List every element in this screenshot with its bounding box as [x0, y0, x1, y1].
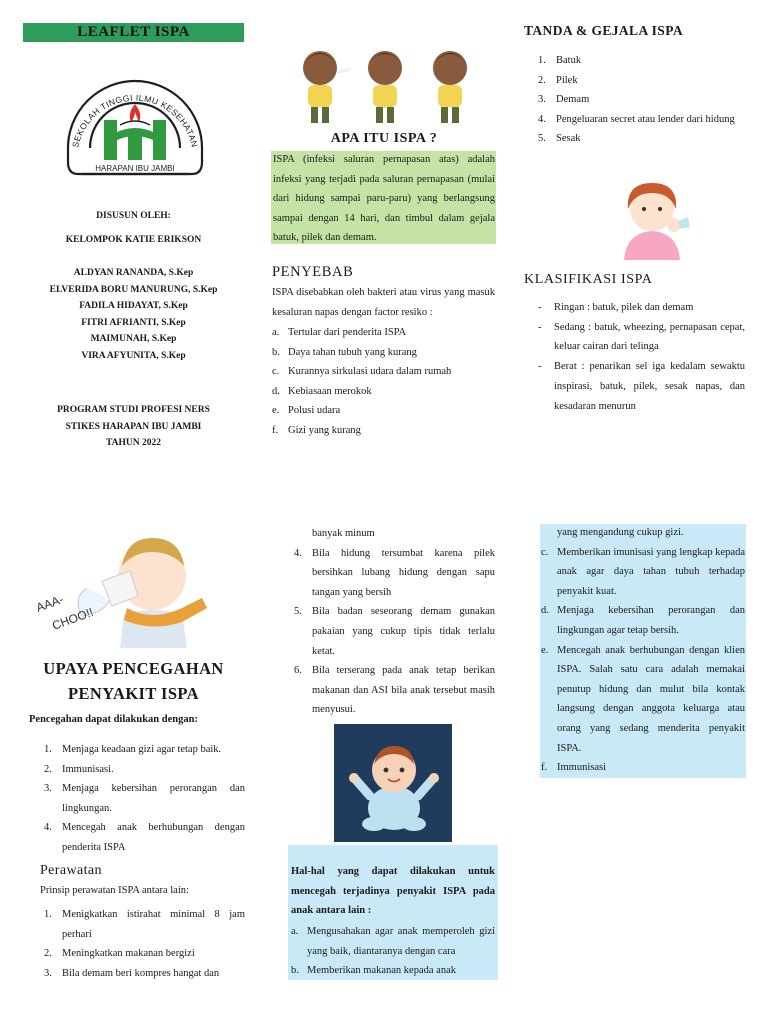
- baby-illustration: [334, 724, 452, 842]
- pencegahan-intro: Pencegahan dapat dilakukan dengan:: [29, 714, 198, 725]
- list-item: f. Immunisasi: [541, 762, 606, 774]
- list-item: 5. Sesak: [538, 133, 581, 145]
- list-item: c. Kurannya sirkulasi udara dalam rumah: [272, 366, 452, 378]
- institution-block: [23, 402, 244, 452]
- list-item: 1. Menigkatkan istirahat minimal 8 jam perhari: [44, 909, 245, 940]
- list-item: 2. Pilek: [538, 74, 578, 86]
- halhal-list: [291, 922, 495, 981]
- member-name: ELVERIDA BORU MANURUNG, S.Kep: [49, 284, 218, 295]
- list-item: a. Tertular dari penderita ISPA: [272, 327, 407, 338]
- member-name: MAIMUNAH, S.Kep: [90, 334, 177, 344]
- list-item: d. Kebiasaan merokok: [272, 385, 372, 397]
- list-item: 3. Demam: [538, 94, 590, 106]
- list-item: 6. Bila terserang pada anak tetap berikan makanan dan ASI bila anak tersebut masih menyusui.: [294, 665, 495, 716]
- perawatan-continued-list: [294, 524, 495, 720]
- perawatan-title: Perawatan: [40, 863, 102, 878]
- perawatan-list: [44, 905, 245, 983]
- member-name: VIRA AFYUNITA, S.Kep: [81, 350, 186, 361]
- program-name: PROGRAM STUDI PROFESI NERS: [57, 405, 210, 415]
- sneeze-text-choo: CHOO!!: [50, 605, 96, 633]
- member-list: [23, 265, 244, 364]
- apa-itu-ispa-text: ISPA (infeksi saluran pernapasan atas) adalah infeksi yang terjadi pada saluran pernapasan (mulai dari hidung sampai paru-paru) yang berlangsung sampai dengan 14 hari, dan timbul dalam gejala batuk, pilek dan demam.: [273, 154, 495, 243]
- list-item: a. Mengusahakan agar anak memperoleh gizi yang baik, diantaranya dengan cara: [291, 926, 495, 957]
- coughing-girl-illustration: [604, 175, 699, 260]
- tanda-gejala-title: TANDA & GEJALA ISPA: [524, 23, 683, 38]
- member-name: FITRI AFRIANTI, S.Kep: [81, 317, 186, 328]
- list-item: e. Polusi udara: [272, 405, 341, 417]
- halhal-continued-list: [541, 523, 745, 778]
- list-item: - Berat : penarikan sel iga kedalam sewaktu inspirasi, batuk, pilek, sesak napas, dan kesadaran menurun: [538, 361, 745, 412]
- list-item: d. Menjaga kebersihan perorangan dan lingkungan agar tetap bersih.: [541, 605, 745, 636]
- klasifikasi-title: KLASIFIKASI ISPA: [524, 272, 653, 287]
- list-item: 4. Mencegah anak berhubungan dengan penderita ISPA: [44, 822, 245, 853]
- member-name: FADILA HIDAYAT, S.Kep: [79, 301, 188, 311]
- logo-bottom-text: HARAPAN IBU JAMBI: [95, 164, 175, 173]
- sneezing-child-illustration: [32, 526, 228, 648]
- list-item: 4. Pengeluaran secret atau lender dari hidung: [538, 113, 735, 125]
- stikes-logo: [60, 70, 210, 195]
- perawatan-intro: Prinsip perawatan ISPA antara lain:: [40, 885, 189, 896]
- klasifikasi-list: [538, 298, 745, 416]
- list-item: yang mengandung cukup gizi.: [557, 527, 684, 538]
- list-item: 1. Menjaga keadaan gizi agar tetap baik.: [44, 744, 222, 755]
- member-name: ALDYAN RANANDA, S.Kep: [73, 268, 194, 278]
- year-label: TAHUN 2022: [106, 438, 161, 448]
- list-item: 1. Batuk: [538, 55, 582, 66]
- penyebab-title: PENYEBAB: [272, 264, 354, 280]
- school-name: STIKES HARAPAN IBU JAMBI: [65, 421, 202, 432]
- list-item: - Sedang : batuk, wheezing, pernapasan cepat, keluar cairan dari telinga: [538, 321, 745, 353]
- penyebab-list: [272, 323, 495, 441]
- halhal-title: Hal-hal yang dapat dilakukan untuk mencegah terjadinya penyakit ISPA pada anak antara lain :: [291, 866, 495, 916]
- logo-top-text: SEKOLAH TINGGI ILMU KESEHATAN: [70, 92, 200, 149]
- list-item: c. Memberikan imunisasi yang lengkap kepada anak agar daya tahan tubuh terhadap penyakit kuat.: [541, 546, 745, 597]
- list-item: e. Mencegah anak berhubungan dengan klien ISPA. Salah satu cara adalah memakai penutup hidung dan mulut bila kontak langsung dengan anggota keluarga atau orang yang sedang menderita penyakit ISPA.: [541, 644, 745, 754]
- tanda-gejala-list: [538, 51, 745, 149]
- list-item: b. Daya tahan tubuh yang kurang: [272, 346, 417, 358]
- list-item: 3. Menjaga kebersihan perorangan dan lingkungan.: [44, 783, 245, 814]
- list-item: 5. Bila badan seseorang demam gunakan pakaian yang cukup tipis tidak terlalu ketat.: [294, 606, 495, 657]
- list-item: 3. Bila demam beri kompres hangat dan: [44, 967, 220, 979]
- sneeze-text-aaa: AAA-: [34, 592, 66, 615]
- pencegahan-list: [44, 740, 245, 858]
- list-item: f. Gizi yang kurang: [272, 424, 361, 436]
- list-item: 4. Bila hidung tersumbat karena pilek bersihkan lubang hidung dengan sapu tangan yang bersih: [294, 547, 495, 598]
- apa-itu-ispa-title: APA ITU ISPA ?: [330, 131, 438, 146]
- group-name: KELOMPOK KATIE ERIKSON: [65, 235, 202, 245]
- list-item: 2. Meningkatkan makanan bergizi: [44, 948, 195, 960]
- list-item: 2. Immunisasi.: [44, 763, 114, 775]
- penyebab-intro: ISPA disebabkan oleh bakteri atau virus yang masuk kesaluran napas dengan factor resiko :: [272, 287, 495, 318]
- list-item: b. Memberikan makanan kepada anak: [291, 965, 456, 976]
- leaflet-title-bar: LEAFLET ISPA: [23, 23, 244, 42]
- upaya-pencegahan-title: UPAYA PENCEGAHAN PENYAKIT ISPA: [43, 659, 224, 703]
- list-item: - Ringan : batuk, pilek dan demam: [538, 302, 694, 313]
- sick-kids-illustration: [285, 38, 485, 128]
- list-item: banyak minum: [312, 528, 375, 539]
- disusun-label: DISUSUN OLEH:: [96, 211, 171, 221]
